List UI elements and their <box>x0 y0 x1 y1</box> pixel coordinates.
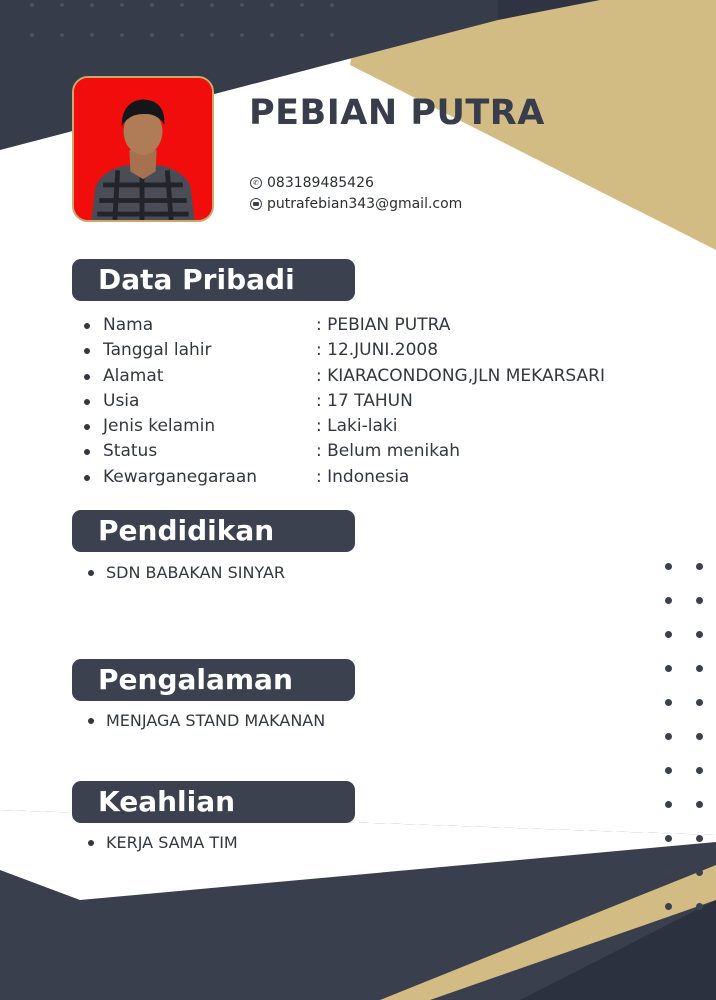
bullet-dot-icon <box>88 570 94 576</box>
section-header-education: Pendidikan <box>72 510 355 552</box>
email-contact[interactable] <box>250 196 462 212</box>
section-header-personal: Data Pribadi <box>72 259 355 301</box>
field-value: : Laki-laki <box>316 416 398 437</box>
skills-item <box>88 833 238 852</box>
phone-icon: ✆ <box>250 177 262 189</box>
bullet-dot-icon <box>84 399 90 405</box>
education-text: SDN BABAKAN SINYAR <box>106 563 286 582</box>
bullet-dot-icon <box>84 475 90 481</box>
email-address: putrafebian343@gmail.com <box>267 196 463 212</box>
field-value: : 12.JUNI.2008 <box>316 340 439 361</box>
bullet-dot-icon <box>84 374 90 380</box>
field-label: Tanggal lahir <box>103 340 212 361</box>
full-name: PEBIAN PUTRA <box>249 93 545 133</box>
person-portrait-icon <box>74 78 212 220</box>
decorative-dot-grid-top <box>30 3 360 37</box>
experience-text: MENJAGA STAND MAKANAN <box>106 711 326 730</box>
field-value: : KIARACONDONG,JLN MEKARSARI <box>316 365 605 386</box>
email-icon <box>250 198 262 210</box>
field-value: : Belum menikah <box>316 441 460 462</box>
field-label: Jenis kelamin <box>103 416 216 437</box>
field-value: : PEBIAN PUTRA <box>316 315 451 335</box>
field-label: Usia <box>103 390 140 411</box>
phone-number: 083189485426 <box>267 175 374 191</box>
profile-photo <box>72 76 214 222</box>
bullet-dot-icon <box>88 718 94 724</box>
field-label: Alamat <box>103 365 164 386</box>
skills-text: KERJA SAMA TIM <box>106 833 238 852</box>
field-value: : Indonesia <box>316 466 410 487</box>
section-header-experience: Pengalaman <box>72 659 355 701</box>
field-label: Status <box>103 441 158 462</box>
bullet-dot-icon <box>84 323 90 329</box>
field-value: : 17 TAHUN <box>316 390 413 411</box>
field-label: Nama <box>103 315 154 335</box>
education-item <box>88 563 285 582</box>
phone-contact[interactable] <box>250 175 374 191</box>
decorative-dot-grid-right <box>665 563 716 910</box>
experience-item <box>88 711 325 730</box>
bullet-dot-icon <box>88 840 94 846</box>
section-header-skills: Keahlian <box>72 781 355 823</box>
field-label: Kewarganegaraan <box>103 466 258 487</box>
